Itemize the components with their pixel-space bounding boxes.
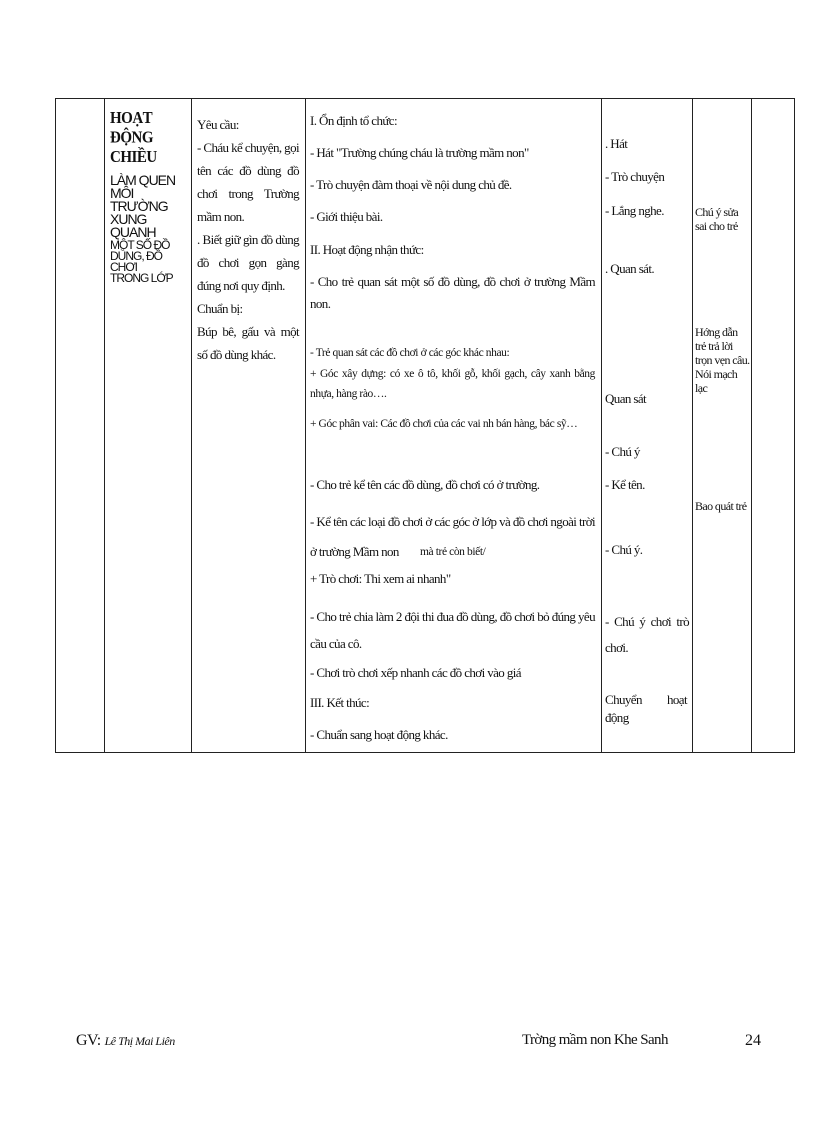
- requirements-cell: [191, 99, 305, 752]
- activity-subject-line: MÔI TRƯỜNG: [110, 185, 168, 214]
- child-activity: Quan sát: [605, 391, 647, 406]
- child-activity: Chuyển hoạt động: [605, 692, 687, 725]
- procedure-line: mà trẻ còn biết/: [420, 546, 486, 558]
- lesson-table: [55, 98, 795, 753]
- procedure-line: - Cho trẻ kể tên các đồ dùng, đồ chơi có ở trường.: [310, 477, 540, 492]
- procedure-line: - Cho trẻ chia làm 2 đội thi đua đồ dùng, đồ chơi bỏ đúng yêu cầu của cô.: [310, 609, 595, 651]
- child-activity: - Chú ý.: [605, 542, 643, 557]
- procedure-line: - Hát "Trường chúng cháu là trường mầm non": [310, 145, 529, 160]
- procedure-line: - Giới thiệu bài.: [310, 209, 383, 224]
- section-heading: II. Hoạt động nhận thức:: [310, 242, 424, 257]
- procedure-line: - Chơi trò chơi xếp nhanh các đồ chơi vào giá: [310, 665, 521, 680]
- activity-subject: [110, 174, 187, 239]
- activity-heading-line: HOẠT: [110, 109, 153, 128]
- teacher-note: Bao quát trẻ: [695, 499, 747, 513]
- teacher-notes-cell: [692, 99, 751, 752]
- child-activity: - Chú ý chơi trò chơi.: [605, 614, 689, 655]
- activity-heading-line: ĐỘNG: [110, 128, 153, 147]
- child-activity: . Quan sát.: [605, 261, 654, 276]
- procedure-line: - Trò chuyện đàm thoại về nội dung chủ đề.: [310, 177, 512, 192]
- footer-teacher: [76, 1032, 175, 1050]
- footer-teacher-name: Lê Thị Mai Liên: [104, 1034, 175, 1048]
- requirement-item: . Biết giữ gìn đồ dùng đồ chơi gọn gàng đúng nơi quy định.: [197, 232, 299, 293]
- procedure-line: - Kể tên các loại đồ chơi ở các góc ở lớp và đồ chơi ngoài trời ở trường Mầm non: [310, 514, 595, 559]
- child-activity: - Trò chuyện: [605, 169, 665, 184]
- section-heading: I. Ổn định tổ chức:: [310, 113, 397, 128]
- child-activity: - Chú ý: [605, 444, 640, 459]
- game-line: + Trò chơi: Thi xem ai nhanh": [310, 571, 451, 586]
- activity-topic: [110, 240, 187, 284]
- preparation-item: Búp bê, gấu và một số đồ dùng khác.: [197, 324, 299, 362]
- procedure-cell: [305, 99, 601, 752]
- activity-heading-line: CHIỀU: [110, 148, 157, 167]
- procedure-line: - Trẻ quan sát các đồ chơi ở các góc khác nhau:: [310, 347, 510, 359]
- column-divider: [751, 99, 752, 752]
- child-activity: - Lắng nghe.: [605, 203, 664, 218]
- teacher-note: Chú ý sửa sai cho trẻ: [695, 205, 739, 233]
- activity-topic-line: MỘT SỐ ĐỒ: [110, 238, 170, 252]
- activity-subject-line: LÀM QUEN: [110, 172, 176, 188]
- activity-topic-line: TRONG LỚP: [110, 271, 173, 285]
- requirements-label: Yêu cầu:: [197, 117, 239, 132]
- activity-topic-line: DÙNG, ĐỒ CHƠI: [110, 249, 162, 274]
- activity-title-cell: [104, 99, 191, 752]
- teacher-note: Hớng dẫn trẻ trả lời trọn vẹn câu. Nói mạch lạc: [695, 325, 750, 395]
- page-number: 24: [745, 1032, 761, 1049]
- procedure-line: - Chuẩn sang hoạt động khác.: [310, 727, 448, 742]
- child-activity: - Kể tên.: [605, 477, 645, 492]
- footer-teacher-label: GV:: [76, 1032, 101, 1049]
- activity-subject-line: XUNG: [110, 211, 147, 227]
- activity-heading: [110, 109, 187, 168]
- preparation-label: Chuẩn bị:: [197, 301, 243, 316]
- procedure-line: + Góc xây dựng: có xe ô tô, khối gỗ, khối gạch, cây xanh bằng nhựa, hàng rào….: [310, 368, 595, 400]
- activity-subject-line: QUANH: [110, 224, 156, 240]
- child-activity: . Hát: [605, 136, 628, 151]
- procedure-line: - Cho trẻ quan sát một số đồ dùng, đồ chơi ở trường Mầm non.: [310, 274, 595, 311]
- procedure-line: + Góc phân vai: Các đồ chơi của các vai nh bán hàng, bác sỹ…: [310, 418, 578, 430]
- requirement-item: - Cháu kể chuyện, gọi tên các đồ dùng đồ chơi trong Trường mầm non.: [197, 140, 299, 224]
- footer-school-name: Trờng mầm non Khe Sanh: [522, 1032, 668, 1048]
- children-activity-cell: [601, 99, 692, 752]
- section-heading: III. Kết thúc:: [310, 695, 370, 710]
